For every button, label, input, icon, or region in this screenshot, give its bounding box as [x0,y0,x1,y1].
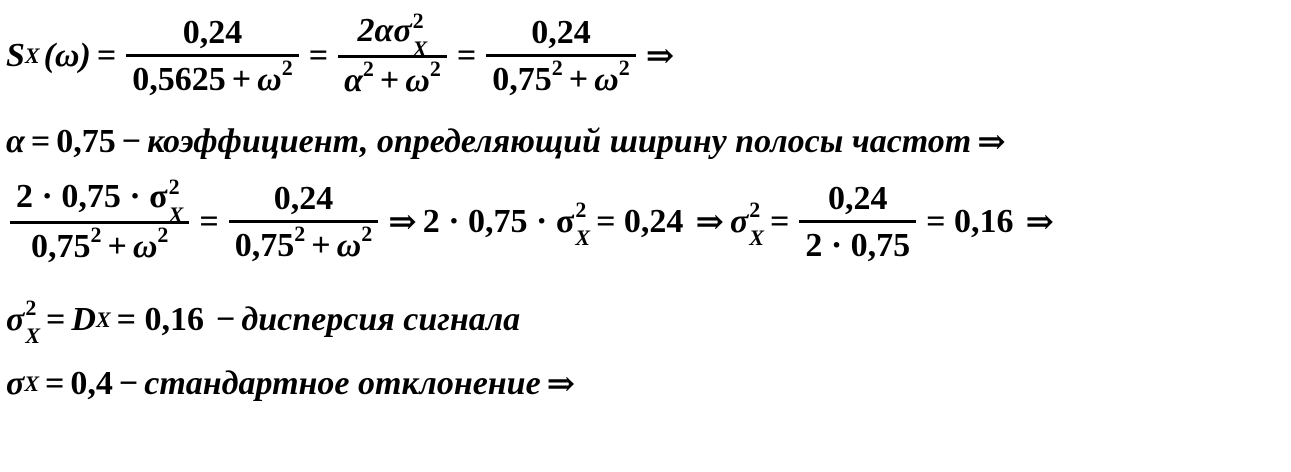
implies-arrow: ⇒ [977,124,1006,161]
omega: ω [336,226,362,264]
omega-arg: (ω) [43,37,91,74]
fraction-2 [338,8,447,100]
symbol-s: S [6,37,25,74]
fraction-1-numerator: 0,24 [182,13,243,51]
equals: = [308,37,329,74]
omega: ω [132,228,158,265]
sup-sub [412,8,428,62]
std-description: стандартное отклонение [144,365,541,402]
fraction-3-denominator [486,54,635,99]
equals: = [46,300,66,338]
fraction-1-denominator [126,54,298,99]
dash: − [118,365,139,402]
exponent: 2 [575,197,587,223]
dash: − [216,300,236,338]
equals: = [769,203,790,240]
fraction-3-numerator: 0,24 [531,13,591,51]
subscript-x: X [168,202,184,228]
plus: + [107,228,127,265]
exponent: 2 [281,54,293,80]
exponent: 2 [412,8,424,34]
equation-std-dev: σ X = 0,4 − стандартное отклонение ⇒ [6,365,576,403]
num-expr: 2ασ [357,12,412,49]
sigma: σ [6,365,25,402]
fraction-6-denominator: 2 · 0,75 [805,226,911,264]
omega: ω [405,62,430,99]
implies-arrow: ⇒ [645,38,675,75]
fraction-6-numerator: 0,24 [828,179,888,217]
exponent: 2 [168,174,180,200]
equals: = [30,123,51,160]
fraction-3 [486,14,635,99]
plus: + [311,226,331,264]
fraction-5 [229,180,378,265]
implies-arrow: ⇒ [695,204,724,241]
den-value: 0,75 [234,226,295,264]
sigma: σ [6,300,25,338]
fraction-4 [10,174,189,266]
omega: ω [257,60,282,98]
den-value: 0,5625 [132,60,226,98]
symbol-d: D [71,300,96,338]
equals: = [456,37,477,74]
dispersion-description: дисперсия сигнала [241,300,521,338]
plus: + [231,60,252,98]
equation-variance-derivation [6,174,1060,266]
equals: = [45,365,65,402]
subscript-x: X [412,36,428,62]
mid-expression: 2 · 0,75 · σ [422,203,575,240]
result: = 0,16 [926,203,1014,240]
exponent: 2 [429,56,441,81]
exponent: 2 [749,197,761,223]
exponent: 2 [362,56,374,81]
equation-alpha [6,122,1012,162]
sup-sub [749,197,764,250]
alpha: α [344,62,363,99]
implies-arrow: ⇒ [388,204,417,241]
alpha-value: 0,75 [56,123,116,160]
alpha: α [6,123,25,160]
sigma: σ [729,203,749,240]
subscript-x: X [749,225,764,250]
subscript-x: X [575,225,591,250]
fraction-2-numerator [352,8,434,62]
sup-sub [25,295,41,348]
sup-sub [168,174,184,228]
fraction-2-denominator [338,58,447,100]
implies-arrow: ⇒ [546,366,576,403]
exponent: 2 [361,220,373,246]
den-value: 0,75 [30,228,91,265]
implies-arrow: ⇒ [1025,204,1055,241]
plus: + [379,62,400,99]
exponent: 2 [551,54,563,80]
fraction-4-denominator [25,224,174,266]
exponent: 2 [618,54,630,80]
fraction-1 [126,14,298,99]
fraction-5-numerator: 0,24 [273,179,334,217]
subscript-x: X [25,322,41,348]
fraction-5-denominator [229,220,378,265]
exponent: 2 [90,222,102,247]
omega: ω [594,60,619,98]
mid-equals: = 0,24 [596,203,684,240]
dispersion-value: = 0,16 [116,300,205,338]
fraction-4-numerator [10,174,189,228]
fraction-6 [799,180,916,265]
equation-dispersion: σ 2 X = D X = 0,16 − дисперсия сигнала [6,295,521,348]
equation-spectral-density: S X (ω) = $\frac{0,24}{0,5625 + \omega^2}$ = 2ασ 2 X $\alpha^2 + \omega^2$ = $\frac{0,24}{0,75^2 + \omega^2}$ ⇒ [6,8,675,99]
alpha-description: коэффициент, определяющий ширину полосы частот [147,123,972,160]
equals: = [96,37,117,74]
plus: + [568,60,589,98]
den-value: 0,75 [492,60,552,98]
exponent: 2 [157,222,169,247]
exponent: 2 [294,220,306,246]
num-expr: 2 · 0,75 · σ [16,178,168,215]
exponent: 2 [25,295,37,320]
sup-sub [575,197,591,250]
std-value: 0,4 [70,365,113,402]
dash: − [121,123,142,160]
equals: = [199,203,219,240]
